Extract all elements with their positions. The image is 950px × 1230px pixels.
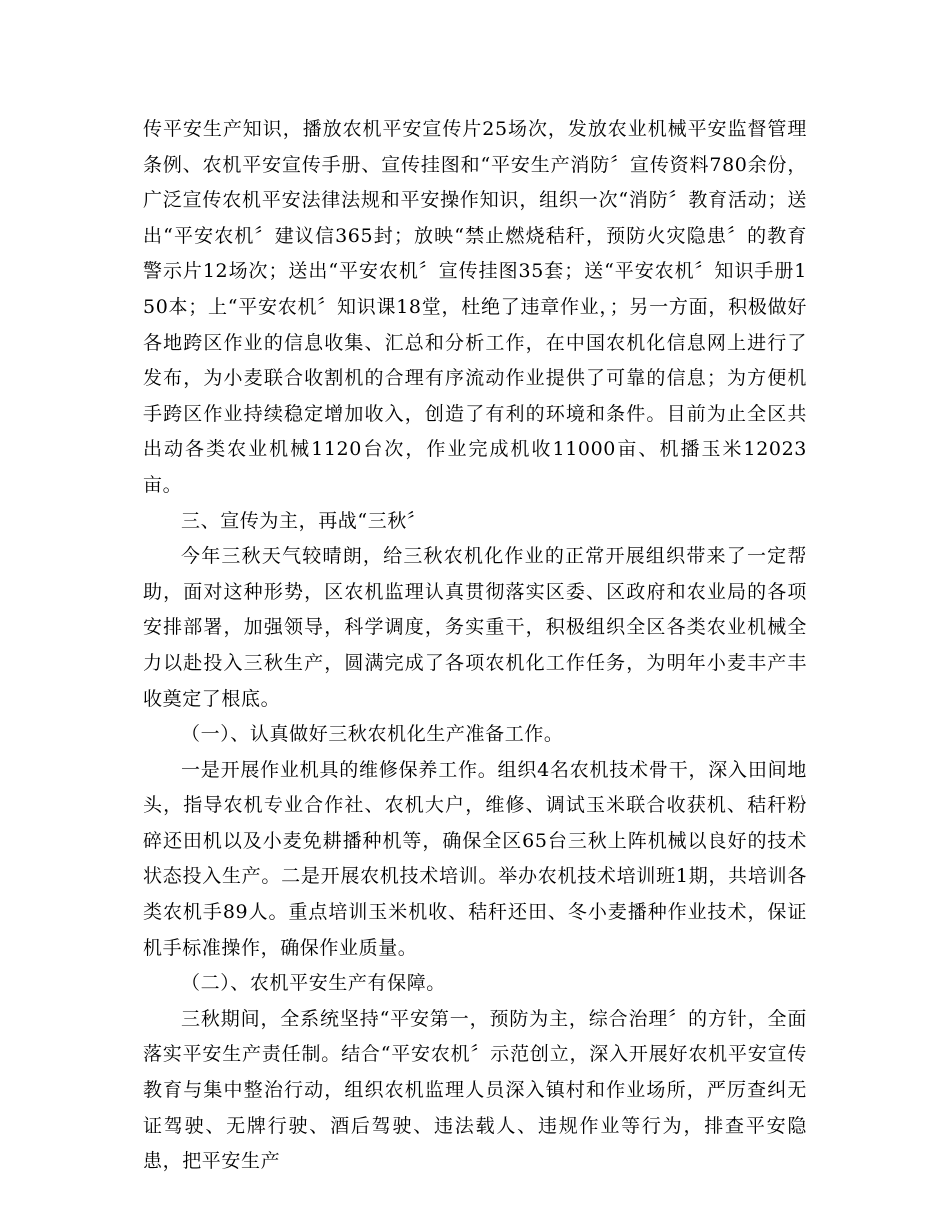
paragraph-subsection-two: 三秋期间，全系统坚持“平安第一，预防为主，综合治理〞的方针，全面落实平安生产责任制。结合“平安农机〞示范创立，深入开展好农机平安宣传教育与集中整治行动，组织农机监理人员深入镇村和作业场所，严厉查纠无证驾驶、无牌行驶、酒后驾驶、违法载人、违规作业等行为，排查平安隐患，把平安生产 bbox=[143, 1007, 807, 1173]
paragraph-section-three: 今年三秋天气较晴朗，给三秋农机化作业的正常开展组织带来了一定帮助，面对这种形势，区农机监理认真贯彻落实区委、区政府和农业局的各项安排部署，加强领导，科学调度，务实重干，积极组织全区各类农业机械全力以赴投入三秋生产，圆满完成了各项农机化工作任务，为明年小麦丰产丰收奠定了根底。 bbox=[143, 545, 807, 710]
paragraph-intro-continuation: 传平安生产知识，播放农机平安宣传片25场次，发放农业机械平安监督管理条例、农机平安宣传手册、宣传挂图和“平安生产消防〞宣传资料780余份，广泛宣传农机平安法律法规和平安操作知识，组织一次“消防〞教育活动；送出“平安农机〞建议信365封；放映“禁止燃烧秸秆，预防火灾隐患〞的教育警示片12场次；送出“平安农机〞宣传挂图35套；送“平安农机〞知识手册150本；上“平安农机〞知识课18堂，杜绝了违章作业，；另一方面，积极做好各地跨区作业的信息收集、汇总和分析工作，在中国农机化信息网上进行了发布，为小麦联合收割机的合理有序流动作业提供了可靠的信息；为方便机手跨区作业持续稳定增加收入，创造了有利的环境和条件。目前为止全区共出动各类农业机械1120台次，作业完成机收11000亩、机播玉米12023亩。 bbox=[143, 118, 807, 496]
paragraph-subsection-one: 一是开展作业机具的维修保养工作。组织4名农机技术骨干，深入田间地头，指导农机专业合作社、农机大户，维修、调试玉米联合收获机、秸秆粉碎还田机以及小麦免耕播种机等，确保全区65台三秋上阵机械以良好的技术状态投入生产。二是开展农机技术培训。举办农机技术培训班1期，共培训各类农机手89人。重点培训玉米机收、秸秆还田、冬小麦播种作业技术，保证机手标准操作，确保作业质量。 bbox=[143, 758, 807, 959]
subsection-heading-two: （二）、农机平安生产有保障。 bbox=[181, 972, 446, 995]
section-heading-three: 三、宣传为主，再战“三秋〞 bbox=[181, 509, 427, 532]
subsection-heading-one: （一）、认真做好三秋农机化生产准备工作。 bbox=[181, 723, 564, 746]
document-body bbox=[143, 112, 807, 1180]
